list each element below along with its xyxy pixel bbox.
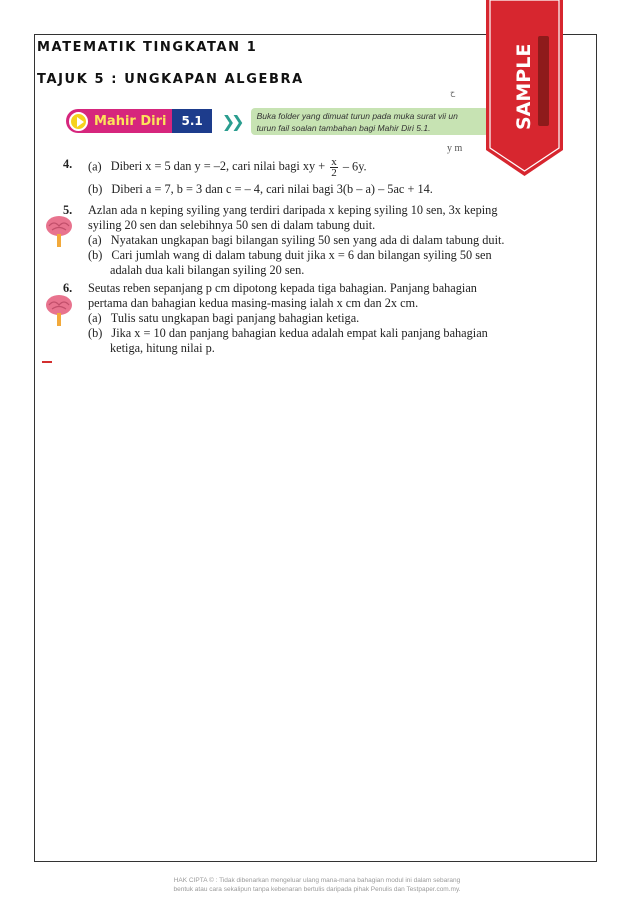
- topic-heading: TAJUK 5 : UNGKAPAN ALGEBRA: [37, 72, 304, 87]
- part-label: (a): [88, 233, 102, 247]
- question-6a: [88, 311, 528, 326]
- question-6-stem: [88, 281, 528, 310]
- question-5a: [88, 233, 528, 248]
- part-text: Diberi a = 7, b = 3 dan c = – 4, cari nilai bagi 3(b – a) – 5ac + 14.: [111, 182, 433, 196]
- page-title: MATEMATIK TINGKATAN 1: [37, 40, 258, 55]
- part-text-cont: adalah dua kali bilangan syiling 20 sen.: [110, 262, 305, 277]
- stray-mark: ح: [450, 88, 456, 97]
- question-4a: [88, 157, 367, 178]
- note-line-1: Buka folder yang dimuat turun pada muka surat vii un: [256, 110, 458, 121]
- fraction-denominator: 2: [331, 167, 337, 179]
- mahir-diri-label: Mahir Diri: [94, 113, 167, 129]
- part-label: (a): [88, 311, 102, 325]
- copyright-footer: [0, 876, 634, 894]
- stem-line-1: Azlan ada n keping syiling yang terdiri daripada x keping syiling 10 sen, 3x keping: [88, 203, 498, 217]
- part-label: (b): [88, 182, 103, 196]
- ribbon-text: SAMPLE: [513, 43, 535, 130]
- play-icon: [69, 112, 88, 131]
- ribbon-tag: [538, 36, 549, 126]
- question-number: 5.: [63, 203, 73, 217]
- footer-line-1: HAK CIPTA © : Tidak dibenarkan mengeluar ulang mana-mana bahagian modul ini dalam sebarang: [173, 877, 461, 884]
- part-label: (a): [88, 159, 102, 174]
- part-text: Nyatakan ungkapan bagi bilangan syiling 50 sen yang ada di dalam tabung duit.: [110, 233, 505, 247]
- mahir-diri-banner: [66, 109, 489, 133]
- stem-line-2: pertama dan bahagian kedua masing-masing ialah x cm dan 2x cm.: [88, 295, 419, 310]
- stem-line-1: Seutas reben sepanjang p cm dipotong kepada tiga bahagian. Panjang bahagian: [88, 281, 477, 295]
- stem-line-2: syiling 20 sen dan selebihnya 50 sen di dalam tabung duit.: [88, 217, 376, 232]
- part-text-cont: ketiga, hitung nilai p.: [110, 340, 215, 355]
- part-text: Tulis satu ungkapan bagi panjang bahagian ketiga.: [110, 311, 360, 325]
- question-number: 4.: [63, 157, 73, 171]
- part-label: (b): [88, 326, 103, 340]
- part-text: Cari jumlah wang di dalam tabung duit jika x = 6 dan bilangan syiling 50 sen: [111, 248, 492, 262]
- part-label: (b): [88, 248, 103, 262]
- question-4b: [88, 182, 433, 197]
- part-text: Diberi x = 5 dan y = –2, cari nilai bagi xy +: [110, 159, 329, 174]
- fraction: [330, 157, 338, 178]
- note-line-2: turun fail soalan tambahan bagi Mahir Diri 5.1.: [256, 122, 431, 133]
- brain-icon: [44, 293, 74, 327]
- mahir-diri-pill: [66, 109, 172, 133]
- brain-icon: [44, 214, 74, 248]
- part-text: Jika x = 10 dan panjang bahagian kedua adalah empat kali panjang bahagian: [111, 326, 488, 340]
- sample-ribbon: [486, 0, 563, 176]
- double-chevron-icon: ❯❯: [221, 111, 241, 131]
- download-note: [251, 108, 489, 135]
- fraction-numerator: x: [331, 156, 337, 168]
- part-text-end: – 6y.: [339, 159, 367, 174]
- footer-line-2: bentuk atau cara sekalipun tanpa kebenaran bertulis daripada pihak Penulis dan Testpaper.com.my.: [173, 886, 461, 893]
- question-5b: [88, 248, 528, 277]
- question-6b: [88, 326, 528, 355]
- question-5-stem: [88, 203, 528, 232]
- question-number: 6.: [63, 281, 73, 295]
- red-mark: [42, 361, 52, 363]
- mahir-diri-number: 5.1: [172, 109, 211, 133]
- stray-text: y m: [447, 143, 463, 154]
